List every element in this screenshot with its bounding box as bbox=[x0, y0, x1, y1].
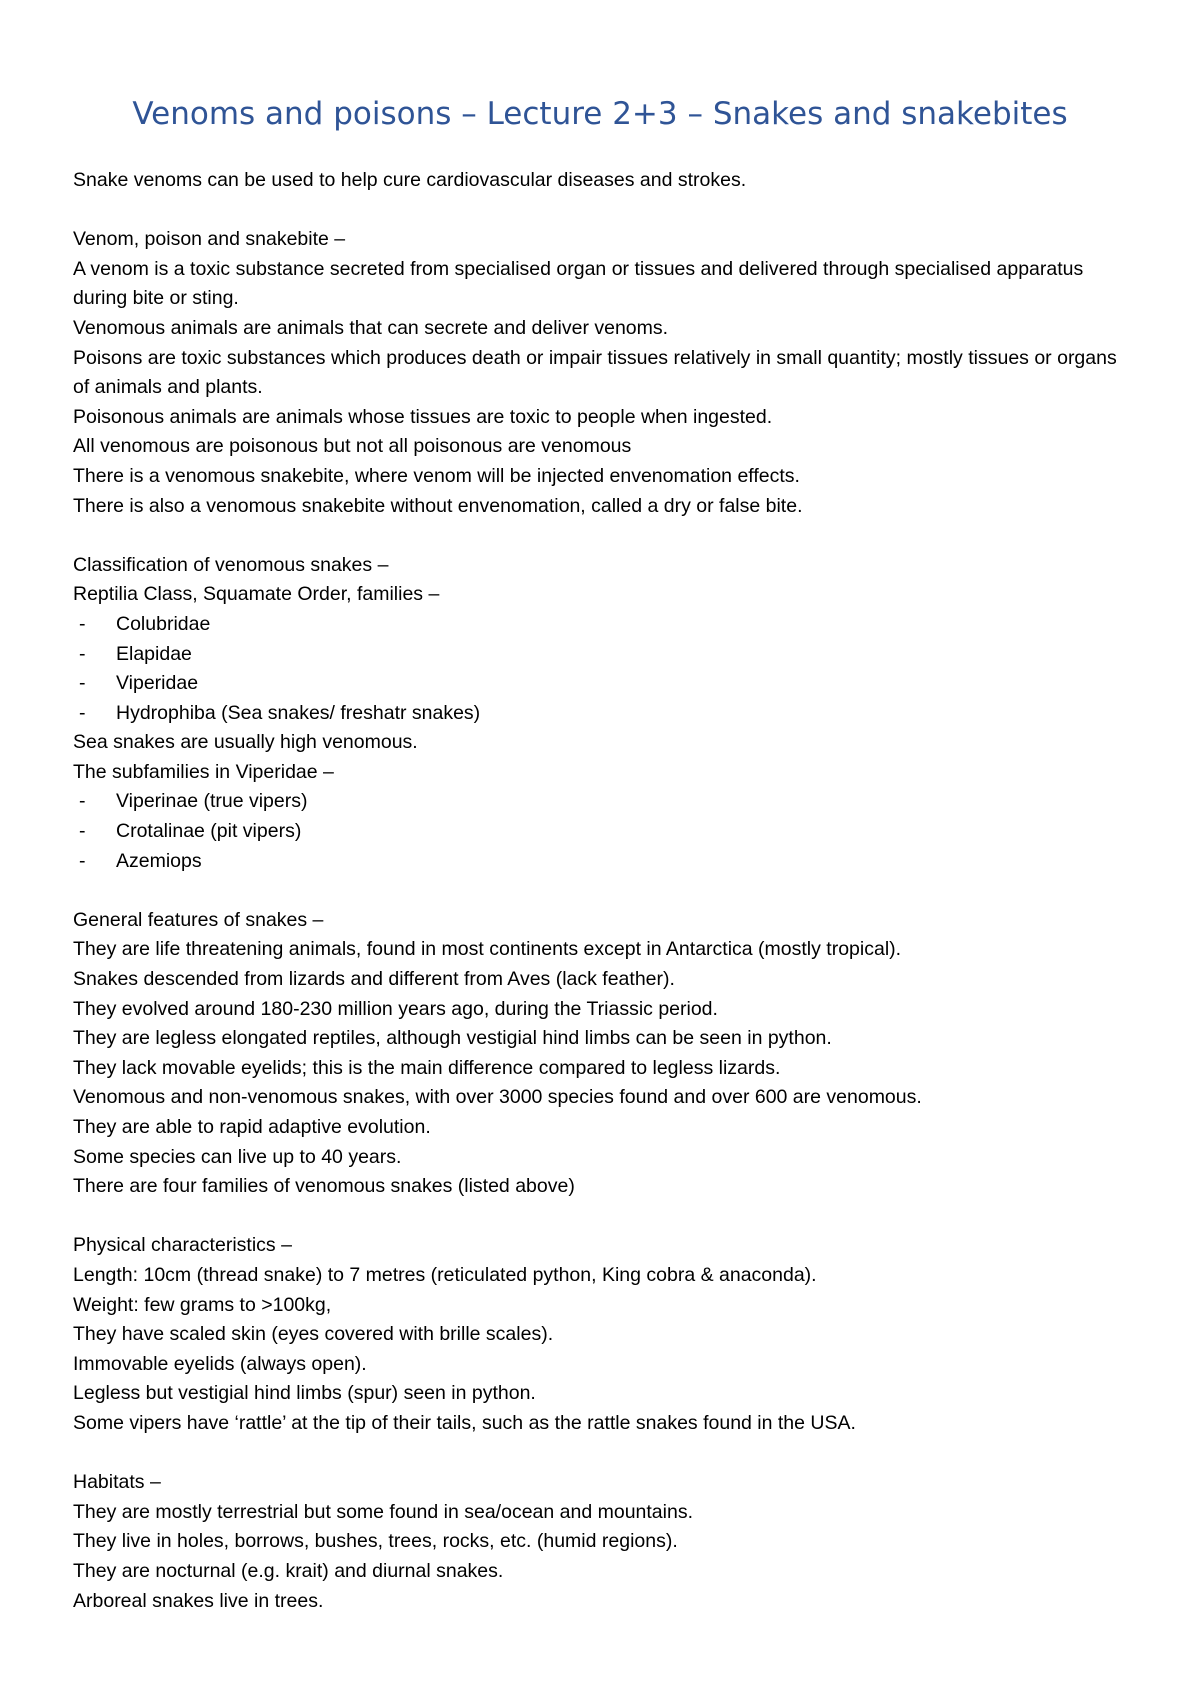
section-heading: General features of snakes – bbox=[73, 908, 324, 931]
physical-line: Weight: few grams to >100kg, bbox=[73, 1293, 332, 1316]
document-title: Venoms and poisons – Lecture 2+3 – Snakes and snakebites bbox=[132, 96, 1068, 132]
bullet-marker: - bbox=[79, 642, 86, 665]
physical-line: Immovable eyelids (always open). bbox=[73, 1352, 367, 1375]
habitat-line: Arboreal snakes live in trees. bbox=[73, 1589, 324, 1612]
feature-line: There are four families of venomous snakes (listed above) bbox=[73, 1175, 575, 1198]
venom-line: There is also a venomous snakebite without envenomation, called a dry or false bite. bbox=[73, 494, 803, 517]
venom-line: There is a venomous snakebite, where venom will be injected envenomation effects. bbox=[73, 464, 800, 487]
paragraph-gap bbox=[73, 1439, 1133, 1469]
classification-section bbox=[73, 551, 1133, 877]
bullet-marker: - bbox=[79, 701, 86, 724]
bullet-marker: - bbox=[79, 672, 86, 695]
bullet-marker: - bbox=[79, 790, 86, 813]
family-name: Elapidae bbox=[116, 642, 192, 665]
feature-line: They lack movable eyelids; this is the main difference compared to legless lizards. bbox=[73, 1056, 781, 1079]
section-heading: Physical characteristics – bbox=[73, 1234, 292, 1257]
paragraph-gap bbox=[73, 196, 1133, 226]
intro-paragraph: Snake venoms can be used to help cure cardiovascular diseases and strokes. bbox=[73, 169, 747, 191]
section-heading: Venom, poison and snakebite – bbox=[73, 228, 346, 251]
habitat-line: They are mostly terrestrial but some found in sea/ocean and mountains. bbox=[73, 1500, 693, 1523]
feature-line: Venomous and non-venomous snakes, with over 3000 species found and over 600 are venomous. bbox=[73, 1086, 922, 1109]
bullet-marker: - bbox=[79, 849, 86, 872]
paragraph-gap bbox=[73, 1202, 1133, 1232]
habitats-section bbox=[73, 1468, 1133, 1616]
venom-line: A venom is a toxic substance secreted from specialised organ or tissues and delivered through specialised apparatus during bite or sting. bbox=[73, 257, 1084, 310]
bullet-marker: - bbox=[79, 612, 86, 635]
feature-line: They are life threatening animals, found in most continents except in Antarctica (mostly tropical). bbox=[73, 938, 902, 961]
physical-line: Some vipers have ‘rattle’ at the tip of their tails, such as the rattle snakes found in the USA. bbox=[73, 1411, 856, 1434]
family-name: Viperidae bbox=[116, 672, 199, 695]
venom-line: Poisonous animals are animals whose tissues are toxic to people when ingested. bbox=[73, 405, 773, 428]
subfamily-name: Azemiops bbox=[116, 849, 202, 872]
bullet-marker: - bbox=[79, 820, 86, 843]
subfamily-name: Viperinae (true vipers) bbox=[116, 790, 308, 813]
family-list-item bbox=[73, 610, 1133, 640]
venom-line: All venomous are poisonous but not all poisonous are venomous bbox=[73, 435, 632, 458]
family-list-item bbox=[73, 699, 1133, 729]
document-body bbox=[73, 166, 1133, 1616]
physical-section bbox=[73, 1231, 1133, 1438]
habitat-line: They live in holes, borrows, bushes, trees, rocks, etc. (humid regions). bbox=[73, 1530, 678, 1553]
venom-section bbox=[73, 225, 1133, 521]
feature-line: Snakes descended from lizards and different from Aves (lack feather). bbox=[73, 968, 675, 991]
paragraph-gap bbox=[73, 521, 1133, 551]
paragraph-gap bbox=[73, 876, 1133, 906]
section-heading: Classification of venomous snakes – bbox=[73, 553, 389, 576]
venom-line: Venomous animals are animals that can secrete and deliver venoms. bbox=[73, 316, 669, 339]
family-list-item bbox=[73, 669, 1133, 699]
family-list-item bbox=[73, 640, 1133, 670]
feature-line: Some species can live up to 40 years. bbox=[73, 1145, 402, 1168]
family-name: Hydrophiba (Sea snakes/ freshatr snakes) bbox=[116, 701, 481, 724]
classification-subheading: Reptilia Class, Squamate Order, families – bbox=[73, 583, 440, 606]
features-section bbox=[73, 906, 1133, 1202]
subfamily-list-item bbox=[73, 847, 1133, 877]
sea-snakes-note: Sea snakes are usually high venomous. bbox=[73, 731, 418, 754]
subfamilies-heading: The subfamilies in Viperidae – bbox=[73, 760, 334, 783]
feature-line: They are able to rapid adaptive evolution. bbox=[73, 1116, 431, 1138]
physical-line: Legless but vestigial hind limbs (spur) seen in python. bbox=[73, 1382, 536, 1405]
feature-line: They evolved around 180-230 million years ago, during the Triassic period. bbox=[73, 997, 718, 1020]
feature-line: They are legless elongated reptiles, although vestigial hind limbs can be seen in python. bbox=[73, 1027, 832, 1050]
family-name: Colubridae bbox=[116, 612, 211, 635]
habitat-line: They are nocturnal (e.g. krait) and diurnal snakes. bbox=[73, 1559, 504, 1582]
subfamily-list-item bbox=[73, 817, 1133, 847]
physical-line: Length: 10cm (thread snake) to 7 metres (reticulated python, King cobra & anaconda). bbox=[73, 1263, 817, 1286]
physical-line: They have scaled skin (eyes covered with brille scales). bbox=[73, 1323, 554, 1346]
subfamily-name: Crotalinae (pit vipers) bbox=[116, 820, 302, 843]
venom-line: Poisons are toxic substances which produces death or impair tissues relatively in small quantity; mostly tissues or organs of animals and plants. bbox=[73, 346, 1117, 399]
subfamily-list-item bbox=[73, 787, 1133, 817]
section-heading: Habitats – bbox=[73, 1471, 161, 1494]
